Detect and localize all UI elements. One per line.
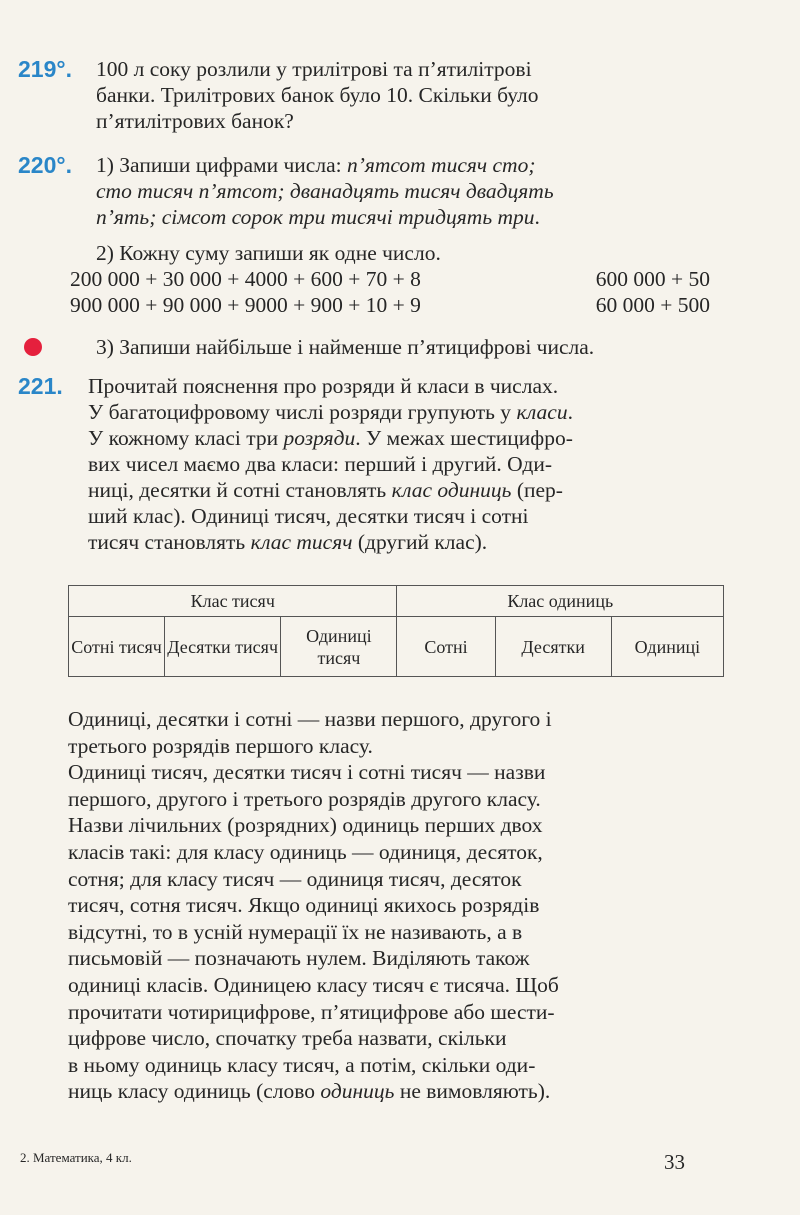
text-line: прочитати чотирицифрове, п’ятицифрове або шести- bbox=[68, 999, 555, 1024]
cell-hundreds-thousands: Сотні тисяч bbox=[69, 617, 165, 677]
term-italic: класи bbox=[516, 400, 568, 424]
text-line: письмовій — позначають нулем. Виділяють також bbox=[68, 946, 530, 971]
exercise-number: 219°. bbox=[18, 56, 72, 82]
text-line: банки. Трилітрових банок було 10. Скільки було bbox=[96, 83, 539, 107]
text-line: ший клас). Одиниці тисяч, десятки тисяч і сотні bbox=[88, 504, 529, 528]
exercise-text bbox=[96, 56, 730, 134]
text-line: вих чисел маємо два класи: перший і другий. Оди- bbox=[88, 452, 553, 476]
sum-expression: 600 000 + 50 bbox=[595, 267, 710, 291]
text-line: 100 л соку розлили у трилітрові та п’ятилітрові bbox=[96, 57, 532, 81]
text-line: сотня; для класу тисяч — одиниця тисяч, десяток bbox=[68, 866, 522, 891]
term-italic: клас тисяч bbox=[250, 530, 353, 554]
explanation-text bbox=[88, 373, 730, 555]
book-footer: 2. Математика, 4 кл. bbox=[20, 1150, 132, 1165]
cell-hundreds: Сотні bbox=[397, 617, 495, 677]
text-line: У багатоцифровому числі розряди групують у класи. bbox=[88, 400, 573, 424]
difficulty-marker-dot bbox=[24, 338, 42, 356]
page-number: 33 bbox=[664, 1150, 685, 1174]
exercise-text bbox=[96, 152, 730, 230]
text-line: третього розрядів першого класу. bbox=[68, 733, 373, 758]
cell-units: Одиниці bbox=[611, 617, 723, 677]
sum-row-1 bbox=[70, 266, 710, 292]
class-units-header: Клас одиниць bbox=[397, 586, 724, 617]
sum-expression: 200 000 + 30 000 + 4000 + 600 + 70 + 8 bbox=[70, 267, 421, 291]
cell-tens: Десятки bbox=[495, 617, 611, 677]
task-1-line-3: п’ять; сімсот сорок три тисячі тридцять три. bbox=[96, 205, 540, 229]
text-line: У кожному класі три розряди. У межах шестицифро- bbox=[88, 426, 573, 450]
text-line: тисяч становлять клас тисяч (другий клас). bbox=[88, 530, 488, 554]
explanation-continued bbox=[68, 706, 730, 1105]
sum-expression: 900 000 + 90 000 + 9000 + 900 + 10 + 9 bbox=[70, 293, 421, 317]
text-line: цифрове число, спочатку треба назвати, скільки bbox=[68, 1026, 507, 1051]
text-line: класів такі: для класу одиниць — одиниця, десяток, bbox=[68, 839, 543, 864]
text-line: першого, другого і третього розрядів другого класу. bbox=[68, 786, 541, 811]
text-line: ниці, десятки й сотні становлять клас одиниць (пер- bbox=[88, 478, 563, 502]
text-line: Прочитай пояснення про розряди й класи в числах. bbox=[88, 374, 559, 398]
text-line: Одиниці, десятки і сотні — назви першого, другого і bbox=[68, 707, 552, 731]
task-2-intro: 2) Кожну суму запиши як одне число. bbox=[96, 241, 441, 265]
cell-tens-thousands: Десятки тисяч bbox=[165, 617, 281, 677]
sum-expression: 60 000 + 500 bbox=[595, 293, 710, 317]
text-line: ниць класу одиниць (слово одиниць не вимовляють). bbox=[68, 1079, 551, 1104]
task-2 bbox=[70, 240, 710, 318]
text-line: одиниці класів. Одиницею класу тисяч є тисяча. Щоб bbox=[68, 972, 559, 997]
exercise-219 bbox=[18, 56, 730, 134]
exercise-221 bbox=[18, 373, 730, 555]
exercise-number: 220°. bbox=[18, 152, 72, 178]
task-3: 3) Запиши найбільше і найменше п’ятицифрові числа. bbox=[96, 335, 595, 359]
text-line: відсутні, то в усній нумерації їх не називають, а в bbox=[68, 919, 523, 944]
exercise-number: 221. bbox=[18, 373, 63, 399]
cell-units-thousands: Одиниці тисяч bbox=[281, 617, 397, 677]
term-italic: клас одиниць bbox=[391, 478, 512, 502]
class-thousands-header: Клас тисяч bbox=[69, 586, 397, 617]
text-line: в ньому одиниць класу тисяч, а потім, скільки оди- bbox=[68, 1052, 536, 1077]
text-line: п’ятилітрових банок? bbox=[96, 109, 294, 133]
text-line: тисяч, сотня тисяч. Якщо одиниці якихось розрядів bbox=[68, 893, 540, 918]
term-italic: одиниць bbox=[320, 1079, 395, 1104]
exercise-220 bbox=[18, 152, 730, 230]
sum-row-2 bbox=[70, 292, 710, 318]
explanation-text-2 bbox=[68, 706, 730, 1105]
task-1-line-2: сто тисяч п’ятсот; дванадцять тисяч двадцять bbox=[96, 179, 554, 203]
term-italic: розряди bbox=[283, 426, 356, 450]
text-line: Одиниці тисяч, десятки тисяч і сотні тисяч — назви bbox=[68, 760, 546, 785]
place-value-table bbox=[68, 585, 724, 677]
task-1-line-1: 1) Запиши цифрами числа: п’ятсот тисяч сто; bbox=[96, 153, 536, 177]
text-line: Назви лічильних (розрядних) одиниць перших двох bbox=[68, 813, 543, 838]
